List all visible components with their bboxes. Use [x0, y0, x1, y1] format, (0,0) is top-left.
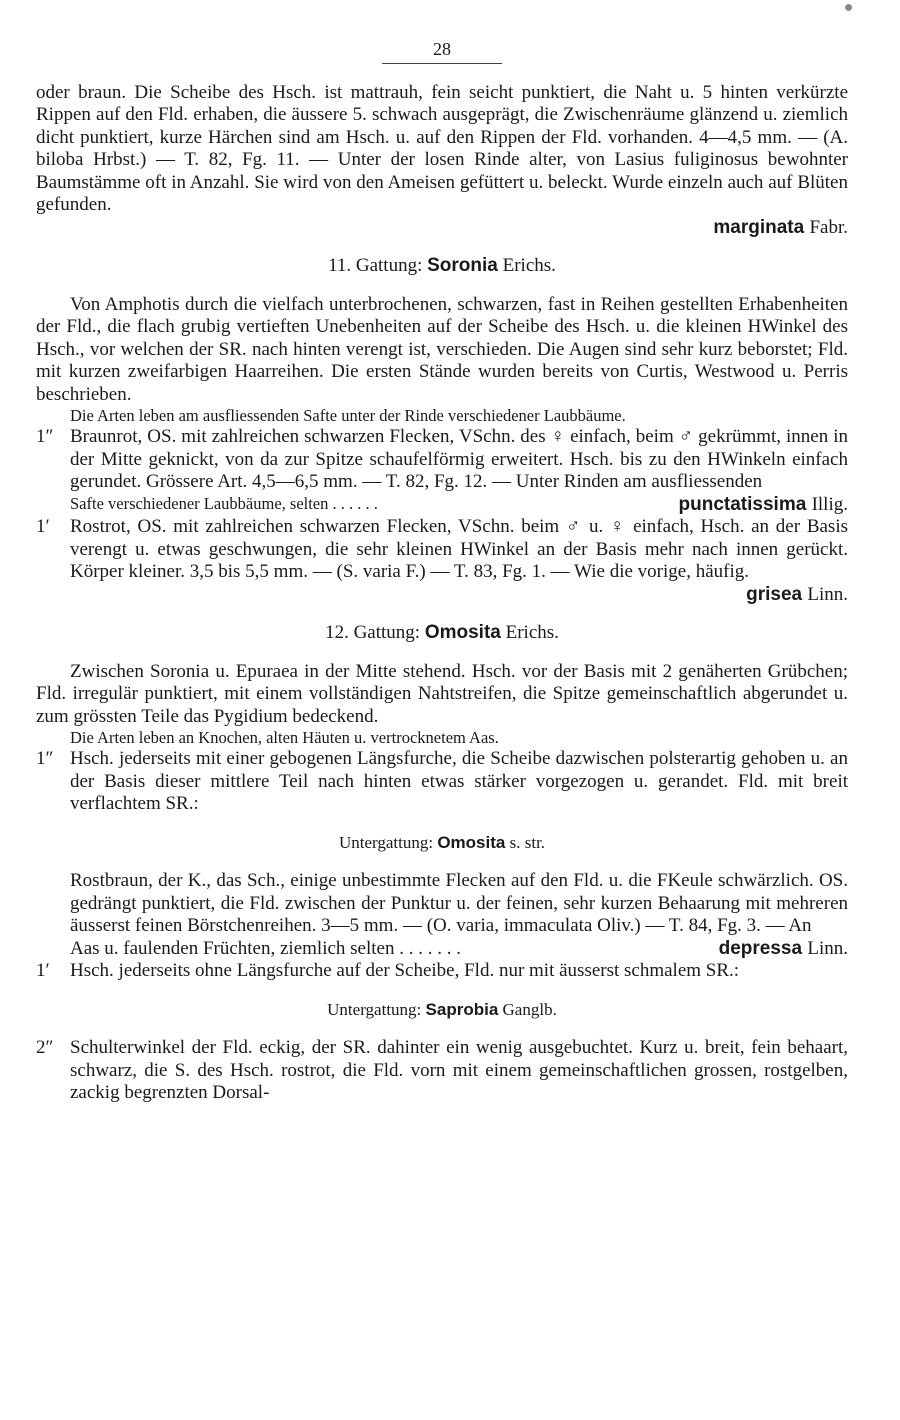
key-couplet-2a: [36, 1037, 848, 1105]
key-couplet-1b: [36, 960, 848, 983]
description-text: Rostbraun, der K., das Sch., einige unbestimmte Flecken auf den Fld. u. die FKeule schwärzlich. OS. gedrängt punktiert, die Fld. zwischen der Punktur u. der feinen, sehr kurzen Behaarung mit mehreren äusserst feinen Börstchenreihen. 3—5 mm. — (O. varia, immaculata Oliv.) — T. 84, Fg. 3. — An: [70, 870, 848, 936]
genus-heading-12: [36, 622, 848, 645]
subgenus-label: Untergattung:: [338, 832, 434, 852]
header-rule: [382, 63, 502, 64]
page: [36, 38, 848, 1105]
species-author: Fabr.: [809, 216, 848, 238]
genus-description: Von Amphotis durch die vielfach unterbrochenen, schwarzen, fast in Reihen gestellten Erhabenheiten der Fld., die flach grubig vertieften Unebenheiten auf der Scheibe des Hsch. u. die kleinen HWinkel des Hsch., vor welchen der SR. nach hinten verengt ist, verschieden. Die Augen sind sehr kurz beborstet; Fld. mit kurzen zweifarbigen Haarreihen. Die ersten Stände wurden bereits von Curtis, Westwood u. Perris beschrieben.: [36, 293, 848, 405]
couplet-number: 1′: [36, 516, 50, 537]
species-author: Illig.: [811, 493, 848, 515]
species-author: Linn.: [807, 937, 848, 959]
genus-author: Erichs.: [505, 622, 559, 643]
species-author: Linn.: [807, 583, 848, 605]
paragraph-continued: oder braun. Die Scheibe des Hsch. ist mattrauh, fein seicht punktiert, die Naht u. 5 hinten verkürzte Rippen auf den Fld. erhaben, die äussere 5. schwach ausgeprägt, die Zwischenräume glänzend u. ziemlich dicht punktiert, kurze Härchen sind am Hsch. u. auf den Rippen der Fld. vorhanden. 4—4,5 mm. — (A. biloba Hrbst.) — T. 82, Fg. 11. — Unter der losen Rinde alter, von Lasius fuliginosus bewohnter Baumstämme oft in Anzahl. Sie wird von den Ameisen gefüttert u. beleckt. Wurde einzeln auch auf Blüten gefunden.: [36, 81, 848, 215]
key-couplet-1b: [36, 516, 848, 606]
couplet-number: 2″: [36, 1037, 54, 1058]
couplet-text: Schulterwinkel der Fld. eckig, der SR. dahinter ein wenig ausgebuchtet. Kurz u. breit, fein behaart, schwarz, die S. des Hsch. rostrot, die Fld. vorn mit einem gemeinschaftlichen grossen, rostgelben, zackig begrenzten Dorsal-: [70, 1037, 848, 1103]
genus-description: Zwischen Soronia u. Epuraea in der Mitte stehend. Hsch. vor der Basis mit 2 genäherten Grübchen; Fld. irregulär punktiert, mit einem vollständigen Nahtstreifen, die Spitze gemeinschaftlich abgerundet u. zum grössten Teile das Pygidium bedeckend.: [36, 660, 848, 727]
couplet-text-end: Safte verschiedener Laubbäume, selten . . . . . .: [70, 493, 378, 513]
ink-spot: [845, 4, 852, 11]
key-couplet-1a: [36, 426, 848, 516]
genus-author: Erichs.: [502, 255, 556, 276]
genus-name: Omosita: [424, 622, 501, 643]
couplet-text: Braunrot, OS. mit zahlreichen schwarzen Flecken, VSchn. des ♀ einfach, beim ♂ gekrümmt, innen in der Mitte geknickt, von da zur Spitze schaufelförmig erweitert. Hsch. bis zu den HWinkeln einfach gerundet. Grössere Art. 4,5—6,5 mm. — T. 82, Fg. 12. — Unter Rinden am ausfliessenden: [70, 426, 848, 492]
species-grisea: [70, 584, 848, 607]
description-text-end: Aas u. faulenden Früchten, ziemlich selten . . . . . . .: [70, 937, 461, 959]
subgenus-heading-saprobia: [36, 999, 848, 1022]
couplet-number: 1′: [36, 960, 50, 981]
genus-heading-11: [36, 255, 848, 278]
genus-biology: Die Arten leben am ausfliessenden Safte unter der Rinde verschiedener Laubbäume.: [70, 406, 626, 425]
couplet-text: Hsch. jederseits mit einer gebogenen Längsfurche, die Scheibe dazwischen polsterartig gehoben u. an der Basis dieser mittlere Teil nach hinten etwas stärker vorgezogen u. gerandet. Fld. mit breit verflachtem SR.:: [70, 748, 848, 814]
species-name: marginata: [713, 216, 805, 238]
couplet-number: 1″: [36, 426, 54, 447]
species-depressa: [719, 938, 848, 961]
species-marginata: [36, 217, 848, 240]
subgenus-author: Ganglb.: [502, 999, 557, 1019]
subgenus-name: Saprobia: [425, 999, 499, 1019]
couplet-number: 1″: [36, 748, 54, 769]
genus-name: Soronia: [427, 255, 498, 276]
genus-number: 11. Gattung:: [328, 255, 423, 276]
species-name: punctatissima: [678, 493, 807, 515]
couplet-text: Rostrot, OS. mit zahlreichen schwarzen Flecken, VSchn. beim ♂ u. ♀ einfach, Hsch. an der Basis verengt u. etwas geschwungen, die sehr kleinen HWinkel an der Basis mehr nach innen gerückt. Körper kleiner. 3,5 bis 5,5 mm. — (S. varia F.) — T. 83, Fg. 1. — Wie die vorige, häufig.: [70, 516, 848, 582]
couplet-text: Hsch. jederseits ohne Längsfurche auf der Scheibe, Fld. nur mit äusserst schmalem SR.:: [70, 960, 740, 981]
page-number: 28: [433, 39, 451, 59]
description-last-line: [70, 938, 848, 961]
subgenus-description: [36, 870, 848, 960]
species-name: grisea: [746, 583, 803, 605]
subgenus-author: s. str.: [509, 832, 546, 852]
subgenus-heading-omosita: [36, 832, 848, 855]
species-name: depressa: [718, 937, 803, 959]
genus-number: 12. Gattung:: [325, 622, 421, 643]
genus-biology: Die Arten leben an Knochen, alten Häuten u. vertrocknetem Aas.: [70, 728, 499, 747]
species-punctatissima: [679, 494, 848, 517]
subgenus-label: Untergattung:: [327, 999, 422, 1019]
key-couplet-1a: [36, 748, 848, 816]
couplet-last-line: [70, 494, 848, 517]
subgenus-name: Omosita: [437, 832, 506, 852]
